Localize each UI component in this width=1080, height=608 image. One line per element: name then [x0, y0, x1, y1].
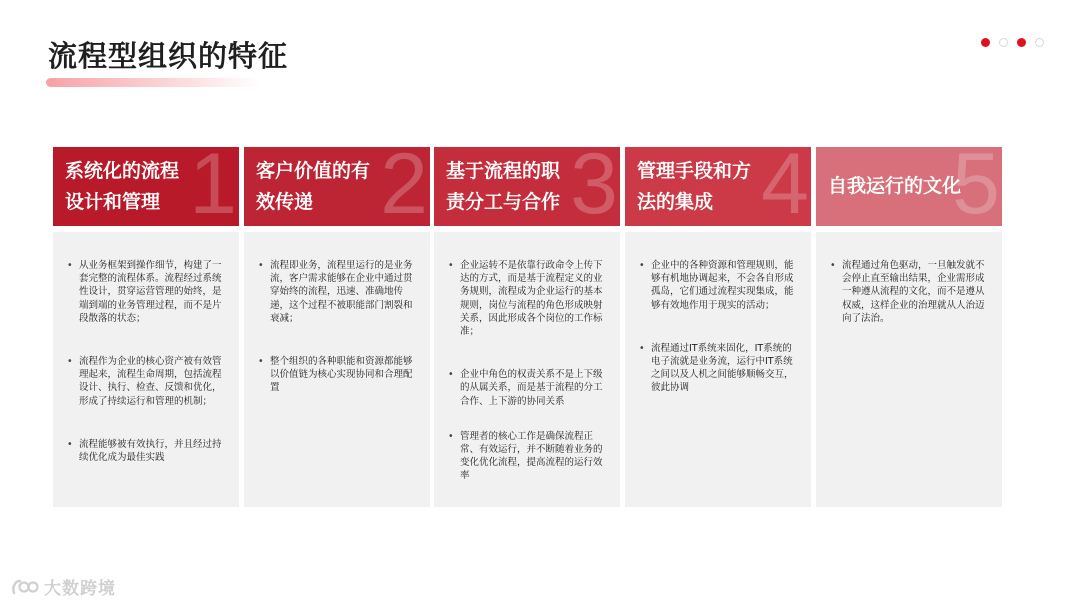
- feature-card-2: [244, 147, 430, 507]
- card-header: [53, 147, 239, 226]
- card-body: [816, 232, 1002, 507]
- feature-card-4: [625, 147, 811, 507]
- card-body: [53, 232, 239, 507]
- bullet-item: • 流程通过角色驱动，一旦触发就不会停止直至输出结果，企业需形成一种遵从流程的文化，而不是遵从权威，这样企业的治理就从人治迈向了法治。: [830, 259, 990, 325]
- watermark-text: 大数跨境: [44, 579, 116, 599]
- card-number: 5: [952, 147, 1000, 226]
- pager-dot: [1017, 38, 1026, 47]
- card-number: 1: [189, 147, 237, 226]
- card-number: 4: [761, 147, 809, 226]
- card-number: 2: [380, 147, 428, 226]
- card-header: [625, 147, 811, 226]
- card-title: 基于流程的职 责分工与合作: [446, 159, 561, 213]
- bullet-list: [625, 232, 811, 395]
- feature-card-5: [816, 147, 1002, 507]
- card-number: 3: [570, 147, 618, 226]
- card-body: [434, 232, 620, 507]
- bullet-item: • 整个组织的各种职能和资源都能够以价值链为核心实现协同和合理配置: [258, 355, 418, 395]
- bullet-item: • 企业中角色的权责关系不是上下级的从属关系，而是基于流程的分工合作、上下游的协同关系: [448, 368, 608, 408]
- card-title: 自我运行的文化: [828, 175, 962, 197]
- card-body: [625, 232, 811, 507]
- card-title: 系统化的流程 设计和管理: [65, 159, 180, 213]
- feature-card-3: [434, 147, 620, 507]
- watermark: [10, 574, 116, 599]
- card-title: 客户价值的有 效传递: [256, 159, 371, 213]
- bullet-item: • 流程作为企业的核心资产被有效管理起来，流程生命周期，包括流程设计、执行、检查、反馈和优化，形成了持续运行和管理的机制；: [67, 355, 227, 408]
- pager-dot: [981, 38, 990, 47]
- feature-card-1: [53, 147, 239, 507]
- card-header: [434, 147, 620, 226]
- slide-pager: [981, 38, 1044, 47]
- pager-dot: [1035, 38, 1044, 47]
- card-title: 管理手段和方 法的集成: [637, 159, 752, 213]
- bullet-list: [53, 232, 239, 464]
- title-underline: [46, 78, 261, 87]
- bullet-item: • 流程能够被有效执行，并且经过持续优化成为最佳实践: [67, 438, 227, 464]
- card-header: [244, 147, 430, 226]
- bullet-item: • 企业中的各种资源和管理规则，能够有机地协调起来，不会各自形成孤岛，它们通过流程实现集成，能够有效地作用于现实的活动；: [639, 259, 799, 312]
- card-body: [244, 232, 430, 507]
- page-title: 流程型组织的特征: [48, 39, 289, 73]
- watermark-logo-icon: [10, 576, 40, 598]
- bullet-item: • 企业运转不是依靠行政命令上传下达的方式，而是基于流程定义的业务规则，流程成为企业运行的基本规则，岗位与流程的角色形成映射关系，因此形成各个岗位的工作标准；: [448, 259, 608, 338]
- bullet-list: [434, 232, 620, 483]
- bullet-item: • 管理者的核心工作是确保流程正常、有效运行，并不断随着业务的变化优化流程，提高流程的运行效率: [448, 430, 608, 483]
- bullet-list: [816, 232, 1002, 325]
- feature-cards: [53, 147, 1002, 507]
- card-header: [816, 147, 1002, 226]
- bullet-item: • 流程即业务，流程里运行的是业务流，客户需求能够在企业中通过贯穿始终的流程，迅速、准确地传递，这个过程不被职能部门割裂和衰减；: [258, 259, 418, 325]
- bullet-list: [244, 232, 430, 395]
- bullet-item: • 流程通过IT系统来固化，IT系统的电子流就是业务流，运行中IT系统之间以及人机之间能够顺畅交互，彼此协调: [639, 342, 799, 395]
- bullet-item: • 从业务框架到操作细节，构建了一套完整的流程体系。流程经过系统性设计，贯穿运营管理的始终，是端到端的业务管理过程，而不是片段散落的状态；: [67, 259, 227, 325]
- pager-dot: [999, 38, 1008, 47]
